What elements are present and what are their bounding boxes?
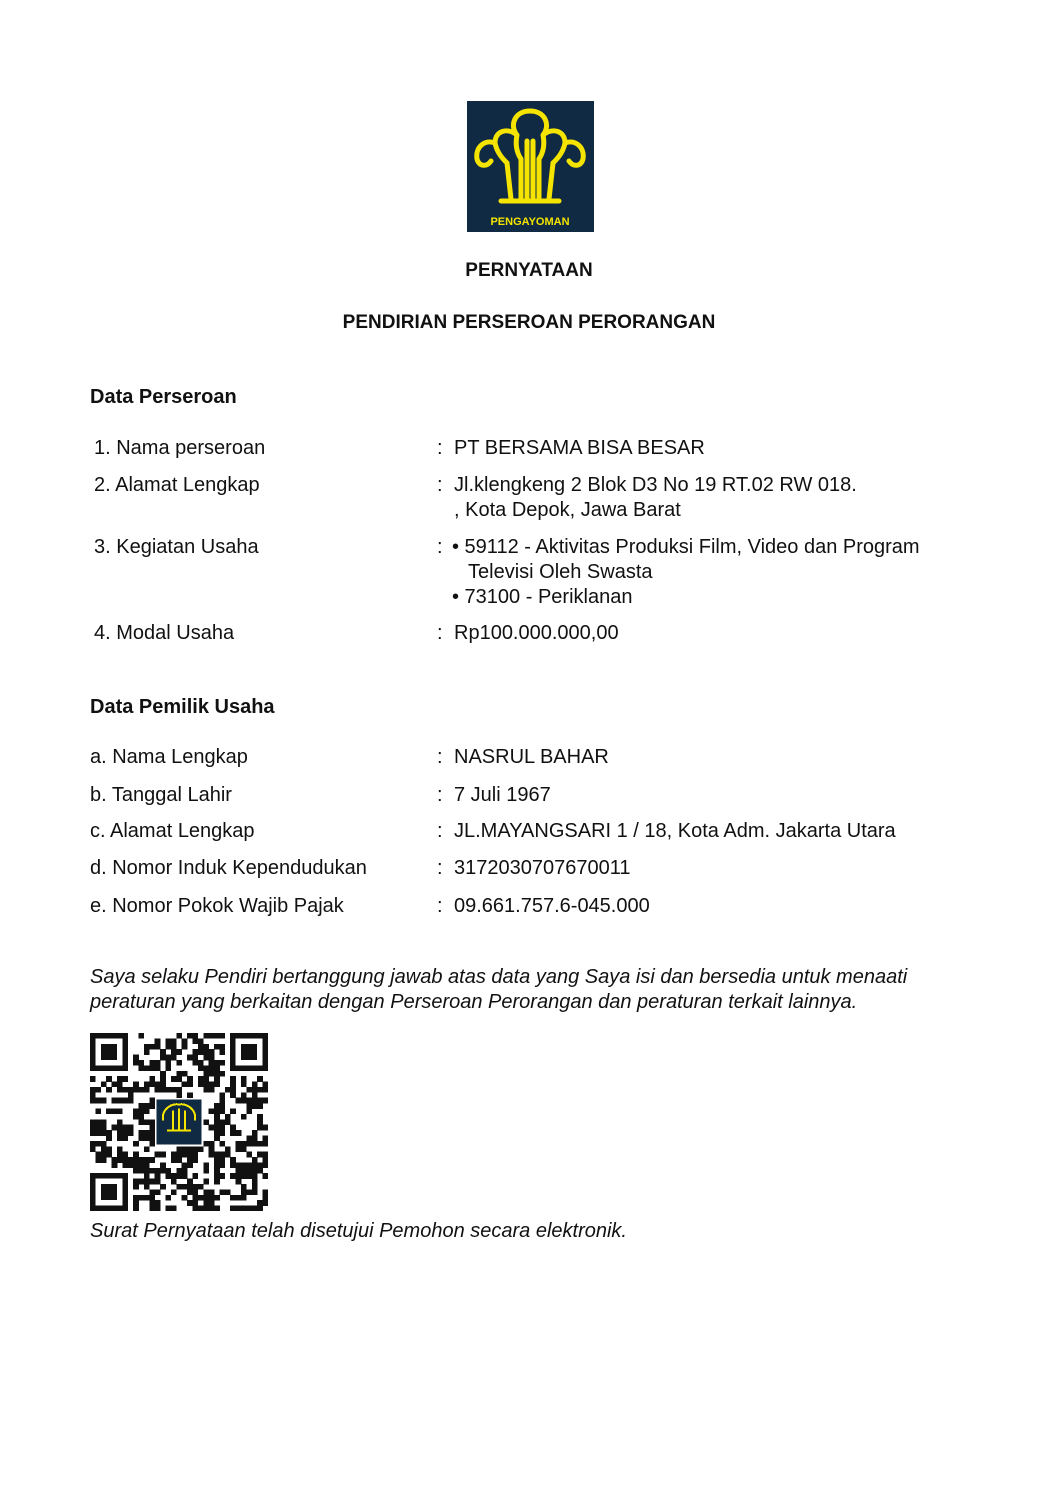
pengayoman-logo <box>467 101 594 232</box>
field-label: b. Tanggal Lahir <box>90 784 232 806</box>
field-value: NASRUL BAHAR <box>454 746 609 768</box>
declaration-statement: Saya selaku Pendiri bertanggung jawab atas data yang Saya isi dan bersedia untuk menaati peraturan yang berkaitan dengan Perseroan Perorangan dan peraturan terkait lainnya. <box>90 966 908 1013</box>
electronic-approval-note: Surat Pernyataan telah disetujui Pemohon secara elektronik. <box>90 1220 627 1242</box>
section-heading-pemilik: Data Pemilik Usaha <box>90 696 275 718</box>
field-value: 3172030707670011 <box>454 857 631 879</box>
field-row-nik <box>0 856 1058 881</box>
field-value: Rp100.000.000,00 <box>454 622 619 644</box>
list-item: • 59112 - Aktivitas Produksi Film, Video dan Program <box>452 536 920 558</box>
field-row-alamat-perseroan <box>0 473 1058 523</box>
field-value: JL.MAYANGSARI 1 / 18, Kota Adm. Jakarta Utara <box>454 820 896 842</box>
field-colon: : <box>437 474 443 496</box>
field-colon: : <box>437 784 443 806</box>
field-row-tanggal-lahir <box>0 783 1058 808</box>
field-colon: : <box>437 820 443 842</box>
list-item-continuation: Televisi Oleh Swasta <box>468 561 653 583</box>
field-colon: : <box>437 857 443 879</box>
field-colon: : <box>437 622 443 644</box>
list-item: • 73100 - Periklanan <box>452 586 633 608</box>
field-value: 09.661.757.6-045.000 <box>454 895 650 917</box>
pengayoman-emblem-icon <box>467 101 594 232</box>
field-label: a. Nama Lengkap <box>90 746 248 768</box>
qr-code <box>90 1033 268 1211</box>
logo-text: PENGAYOMAN <box>490 216 570 228</box>
field-label: e. Nomor Pokok Wajib Pajak <box>90 895 344 917</box>
field-colon: : <box>437 746 443 768</box>
page-subtitle: PENDIRIAN PERSEROAN PERORANGAN <box>342 312 716 333</box>
field-label: c. Alamat Lengkap <box>90 820 255 842</box>
field-row-nama-perseroan <box>0 436 1058 461</box>
field-row-kegiatan-usaha <box>0 535 1058 610</box>
field-value-line2: , Kota Depok, Jawa Barat <box>454 499 681 521</box>
field-label: 2. Alamat Lengkap <box>94 474 260 496</box>
field-colon: : <box>437 437 443 459</box>
field-value: PT BERSAMA BISA BESAR <box>454 437 705 459</box>
field-label: 1. Nama perseroan <box>94 437 266 459</box>
field-colon: : <box>437 895 443 917</box>
field-value-line1: Jl.klengkeng 2 Blok D3 No 19 RT.02 RW 018. <box>454 474 857 496</box>
field-row-modal-usaha <box>0 621 1058 646</box>
field-colon: : <box>437 536 443 558</box>
page-title: PERNYATAAN <box>465 260 593 281</box>
field-label: 3. Kegiatan Usaha <box>94 536 259 558</box>
field-label: 4. Modal Usaha <box>94 622 235 644</box>
section-heading-perseroan: Data Perseroan <box>90 386 237 408</box>
field-row-npwp <box>0 894 1058 919</box>
field-label: d. Nomor Induk Kependudukan <box>90 857 367 879</box>
field-row-alamat-pemilik <box>0 819 1058 844</box>
qr-code-icon <box>90 1033 268 1211</box>
field-row-nama-lengkap <box>0 745 1058 770</box>
field-value: 7 Juli 1967 <box>454 784 551 806</box>
